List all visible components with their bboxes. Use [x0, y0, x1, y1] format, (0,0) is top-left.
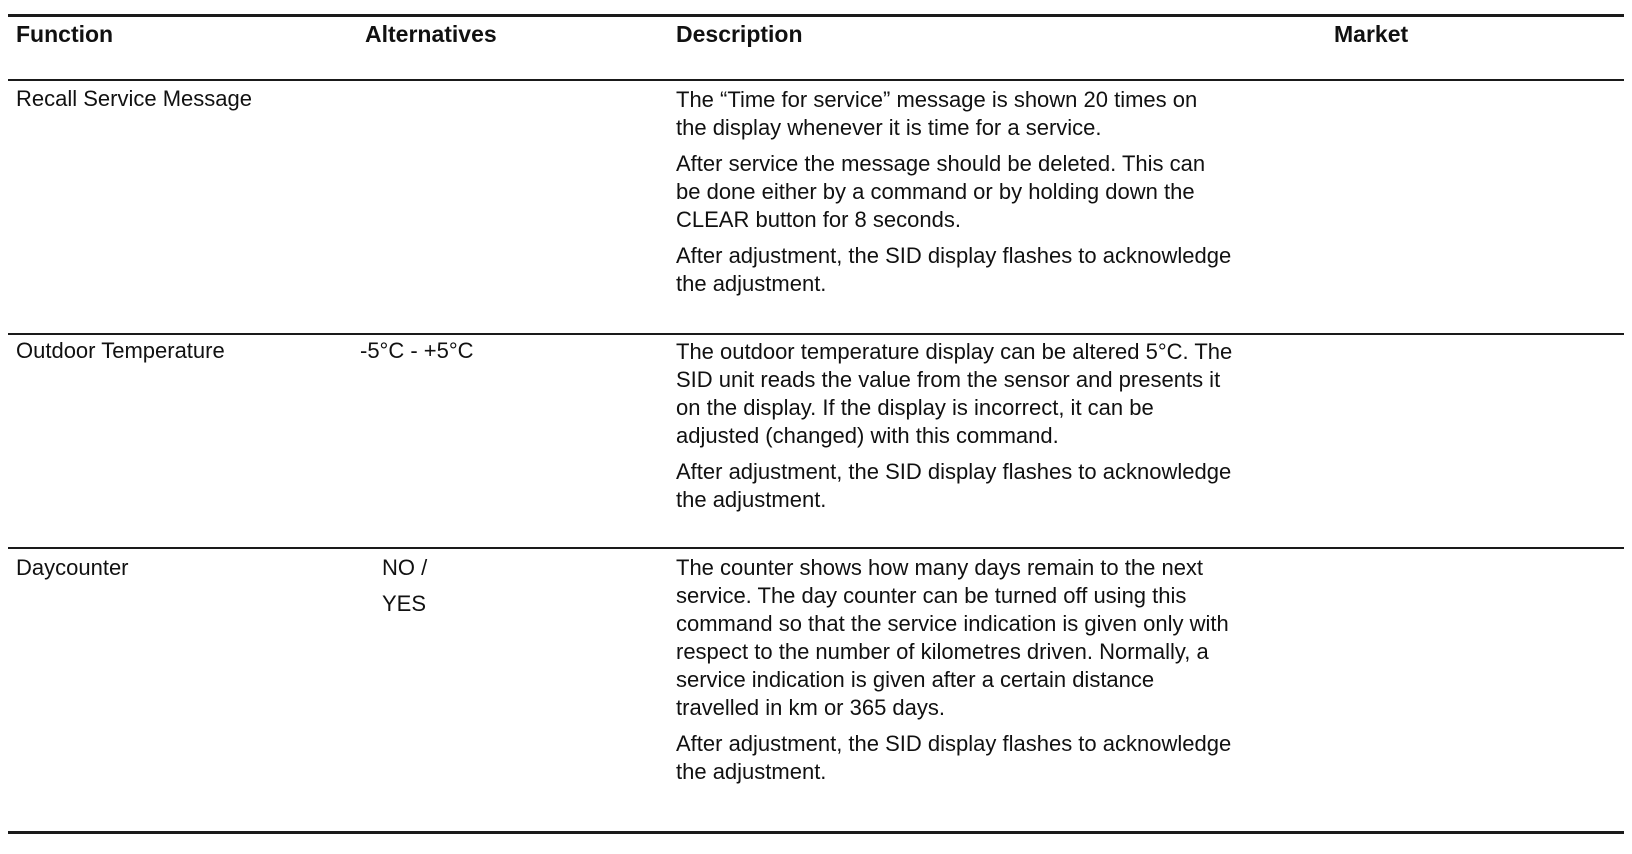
header-alternatives: Alternatives: [365, 21, 497, 47]
row-3-description-para-1: The counter shows how many days remain to the next service. The day counter can be turned off using this command so that the service indication is given only with respect to the number of kilometres driven. Normally, a service indication is given after a certain distance travelled in km or 365 days.: [676, 555, 1229, 720]
row-3-alternative-yes: YES: [382, 591, 427, 616]
row-3-alternative-no: NO /: [382, 555, 428, 580]
row-1-description: [676, 86, 1356, 306]
row-3-function: Daycounter: [16, 555, 129, 580]
row-2-alternatives: -5°C - +5°C: [360, 338, 474, 363]
row-3-description: [676, 554, 1356, 794]
row-2-description: [676, 338, 1356, 522]
row-1-description-para-3: After adjustment, the SID display flashes to acknowledge the adjustment.: [676, 243, 1232, 296]
row-1-description-para-2: After service the message should be deleted. This can be done either by a command or by holding down the CLEAR button for 8 seconds.: [676, 151, 1206, 232]
row-1-function: Recall Service Message: [16, 86, 252, 111]
header-description: Description: [676, 21, 803, 47]
row-2-description-para-2: After adjustment, the SID display flashes to acknowledge the adjustment.: [676, 459, 1232, 512]
row-3-alternatives: [382, 550, 427, 622]
row-divider-2: [8, 547, 1624, 549]
table-top-rule: [8, 14, 1624, 17]
row-3-description-para-2: After adjustment, the SID display flashes to acknowledge the adjustment.: [676, 731, 1232, 784]
row-divider-1: [8, 333, 1624, 335]
row-1-description-para-1: The “Time for service” message is shown 20 times on the display whenever it is time for a service.: [676, 87, 1198, 140]
row-2-function: Outdoor Temperature: [16, 338, 225, 363]
row-2-description-para-1: The outdoor temperature display can be altered 5°C. The SID unit reads the value from the sensor and presents it on the display. If the display is incorrect, it can be adjusted (changed) with this command.: [676, 339, 1233, 448]
table-bottom-rule: [8, 831, 1624, 834]
header-bottom-rule: [8, 79, 1624, 81]
header-function: Function: [16, 21, 114, 47]
header-market: Market: [1334, 21, 1409, 47]
